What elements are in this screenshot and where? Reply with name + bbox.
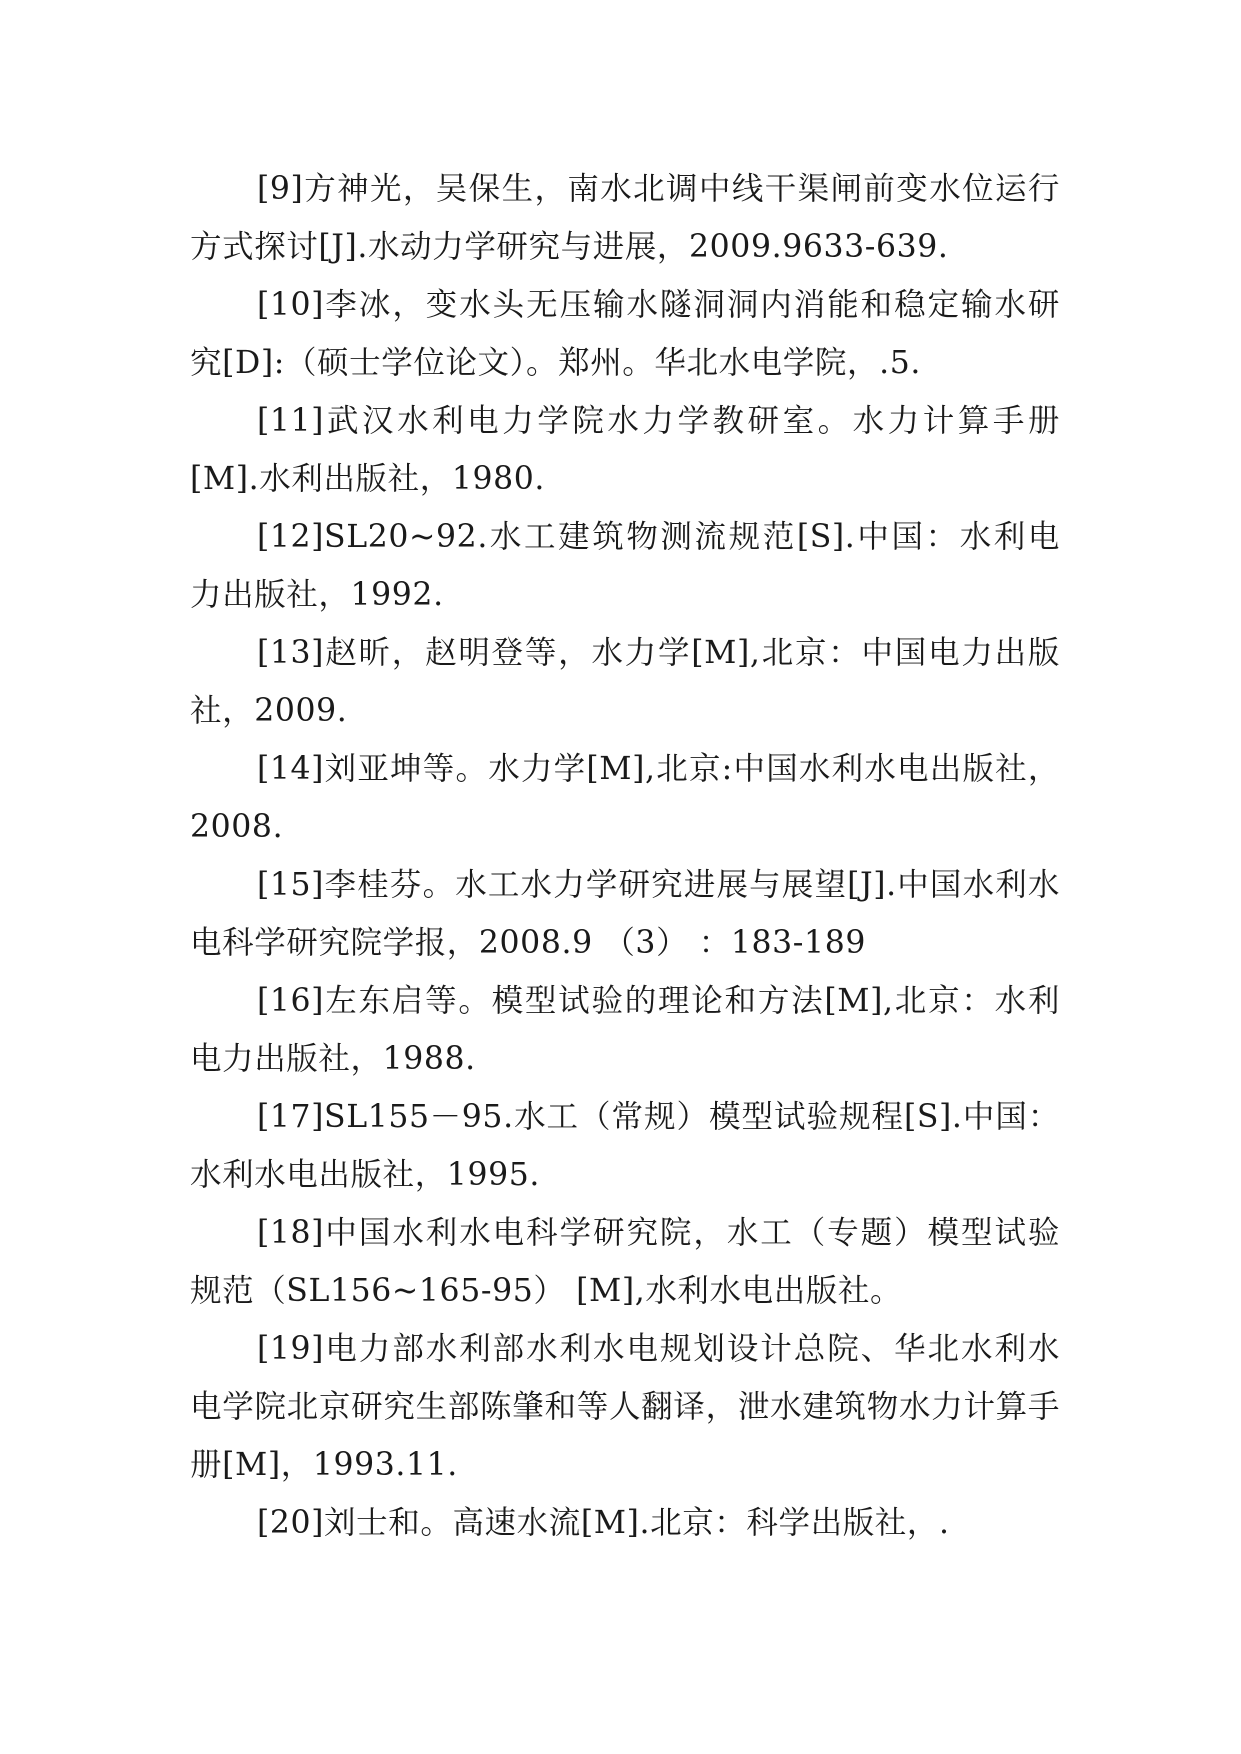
- reference-item-12: [12]SL20~92.水工建筑物测流规范[S].中国：水利电力出版社，1992.: [190, 519, 1060, 613]
- reference-item-18: [18]中国水利水电科学研究院，水工（专题）模型试验规范（SL156~165-95） [M],水利水电出版社。: [190, 1215, 1060, 1309]
- reference-item-11: [11]武汉水利电力学院水力学教研室。水力计算手册[M].水利出版社，1980.: [190, 403, 1060, 497]
- reference-item-20: [20]刘士和。高速水流[M].北京：科学出版社，.: [257, 1505, 950, 1541]
- reference-item-10: [10]李冰，变水头无压输水隧洞洞内消能和稳定输水研究[D]:（硕士学位论文）。郑州。华北水电学院，.5.: [190, 287, 1060, 381]
- reference-item-16: [16]左东启等。模型试验的理论和方法[M],北京：水利电力出版社，1988.: [190, 983, 1060, 1077]
- reference-item-14: [14]刘亚坤等。水力学[M],北京:中国水利水电出版社，2008.: [190, 751, 1060, 845]
- reference-item-9: [9]方神光，吴保生，南水北调中线干渠闸前变水位运行方式探讨[J].水动力学研究与进展，2009.9633-639.: [190, 171, 1060, 265]
- reference-item-19: [19]电力部水利部水利水电规划设计总院、华北水利水电学院北京研究生部陈肇和等人翻译，泄水建筑物水力计算手册[M]，1993.11.: [190, 1331, 1060, 1483]
- reference-item-13: [13]赵昕，赵明登等，水力学[M],北京：中国电力出版社，2009.: [190, 635, 1060, 729]
- reference-item-17: [17]SL155－95.水工（常规）模型试验规程[S].中国：水利水电出版社，1995.: [190, 1099, 1060, 1193]
- reference-item-15: [15]李桂芬。水工水力学研究进展与展望[J].中国水利水电科学研究院学报，2008.9 （3） ：183-189: [190, 867, 1060, 961]
- reference-list: [190, 160, 1060, 1552]
